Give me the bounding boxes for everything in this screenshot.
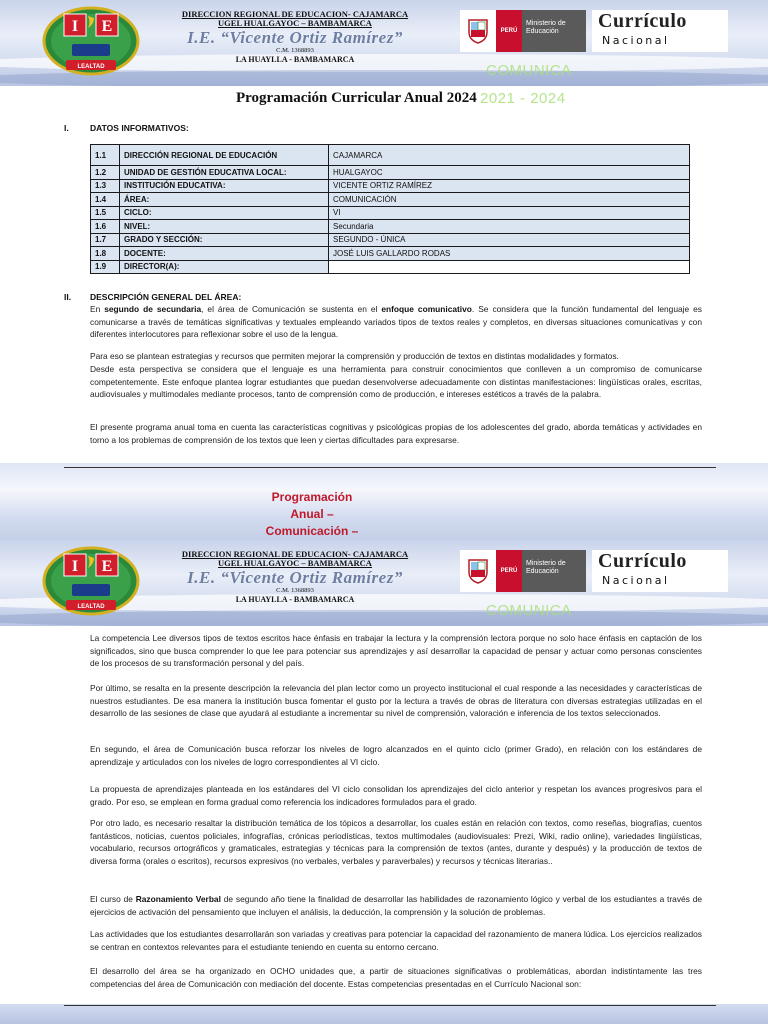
minedu-label: Ministerio de Educación [522, 10, 586, 52]
logo-letter-i: I [71, 558, 79, 575]
table-row [91, 206, 690, 220]
dre-line: DIRECCION REGIONAL DE EDUCACION- CAJAMARCA [181, 9, 409, 19]
row-value: Secundaria [329, 220, 690, 234]
row-number: 1.4 [91, 193, 120, 207]
cm-line: C.M. 1368893 [276, 47, 314, 54]
minedu-label: Ministerio de Educación [522, 550, 586, 592]
document-title: Programación Curricular Anual 2024 [236, 90, 477, 106]
page-divider-line [64, 467, 716, 468]
row-value [329, 260, 690, 274]
row-key: INSTITUCIÓN EDUCATIVA: [120, 179, 329, 193]
paragraph-4: El presente programa anual toma en cuenta las características cognitivas y psicológicas propias de los adolescentes del grado, aborda temáticas y actividades en torno a los problemas de comprensión de los textos que leen y ciertas dificultades para expresarse. [90, 422, 702, 445]
school-name: I.E. “Vicente Ortiz Ramírez” [187, 28, 403, 47]
table-row [91, 166, 690, 180]
row-key: ÁREA: [120, 193, 329, 207]
table-row [91, 145, 690, 166]
banner-line-3: Comunicación – [265, 524, 359, 538]
row-key: GRADO Y SECCIÓN: [120, 233, 329, 247]
page-1 [0, 0, 768, 463]
school-name: I.E. “Vicente Ortiz Ramírez” [187, 568, 403, 587]
page2-paragraph-1: La competencia Lee diversos tipos de textos escritos hace énfasis en trabajar la lectura y la comprensión lectora porque no solo hace énfasis en captación de los significados, sino que busca comprender lo que lee para potenciar sus aprendizajes y así desarrollar la capacidad de pensar y actuar como personas conscientes de los procesos de su transformación personal y del país. [90, 633, 702, 668]
peru-label: PERÚ [496, 10, 522, 52]
ghost-comunica: COMUNICA [486, 62, 572, 79]
school-crest-icon [42, 6, 140, 76]
paragraph-2: Para eso se plantean estrategias y recursos que permiten mejorar la comprensión y producción de textos en distintas modalidades y formatos. [90, 351, 619, 361]
row-number: 1.1 [91, 145, 120, 166]
row-number: 1.5 [91, 206, 120, 220]
row-value: VICENTE ORTIZ RAMÍREZ [329, 179, 690, 193]
school-info-block [160, 550, 430, 604]
curriculo-word: Currículo [598, 10, 687, 32]
logo-letter-e: E [101, 18, 113, 35]
row-value: CAJAMARCA [329, 145, 690, 166]
row-value: SEGUNDO - ÚNICA [329, 233, 690, 247]
table-row [91, 193, 690, 207]
logo-motto: LEALTAD [77, 604, 105, 610]
paragraph-3: Desde esta perspectiva se considera que el lenguaje es una herramienta para construir conocimientos que conlleven a un compromiso de comunicarse competentemente. Este enfoque plantea lograr estudiantes que puedan desenvolverse adecuadamente con distintas manifestaciones: lingüísticas orales, escritas, audiovisuales y multimodales mediante procesos, tanto de comprensión como de producción, e intereses estéticos a través de la palabra. [90, 364, 702, 399]
p1-bold-2: enfoque comunicativo [381, 304, 472, 314]
q6-bold: Razonamiento Verbal [135, 894, 221, 904]
page2-paragraph-5: Por otro lado, es necesario resaltar la distribución temática de los tópicos a desarrollar, los cuales están en relación con textos, como reseñas, biografías, cuentos fantásticos, noticias, cuentos policiales, infografías, crónicas periodísticas, textos multimodales (audiovisuales: Prezi, Wiki, radio online), variedades lingüísticas, vocabulario, recursos ortográficos y gramaticales, estrategias y técnicas para la comprensión de textos (antes, durante y después) y la producción de textos de diversa forma (orales o escritos), recursos expresivos (no verbales, verbales y paraverbales) y recursos y técnicas literarias.. [90, 818, 702, 866]
ghost-year: 2021 - 2024 [480, 90, 566, 107]
page-break-banner [0, 463, 768, 540]
ugel-line: UGEL HUALGAYOC – BAMBAMARCA [218, 558, 372, 568]
curriculo-word: Currículo [598, 550, 687, 572]
row-key: UNIDAD DE GESTIÓN EDUCATIVA LOCAL: [120, 166, 329, 180]
section-2-number: II. [64, 292, 72, 302]
page2-paragraph-2: Por último, se resalta en la presente descripción la relevancia del plan lector como un proyecto institucional el cual responde a las necesidades y características de nuestros estudiantes. De esa manera la institución busca fomentar el gusto por la lectura a través de obras de literatura con diversas estrategias utilizadas en el desarrollo de las sesiones de clase que ayudará al estudiante a incrementar su nivel de comprensión, valoración e inferencia de los textos seleccionados. [90, 683, 702, 718]
row-number: 1.2 [91, 166, 120, 180]
school-info-block [160, 10, 430, 64]
row-key: DIRECCIÓN REGIONAL DE EDUCACIÓN [120, 145, 329, 166]
page-2 [0, 540, 768, 1024]
ugel-line: UGEL HUALGAYOC – BAMBAMARCA [218, 18, 372, 28]
page-header [0, 0, 768, 86]
location-line: LA HUAYLLA - BAMBAMARCA [235, 55, 355, 64]
row-key: NIVEL: [120, 220, 329, 234]
peru-shield-icon [460, 550, 496, 592]
location-line: LA HUAYLLA - BAMBAMARCA [235, 595, 355, 604]
curriculo-logo [592, 10, 728, 52]
banner-line-1: Programación [271, 490, 353, 504]
ghost-comunica: COMUNICA [486, 602, 572, 619]
dre-line: DIRECCION REGIONAL DE EDUCACION- CAJAMARCA [181, 549, 409, 559]
row-number: 1.8 [91, 247, 120, 261]
row-value: HUALGAYOC [329, 166, 690, 180]
row-number: 1.3 [91, 179, 120, 193]
page-header [0, 540, 768, 626]
row-number: 1.7 [91, 233, 120, 247]
school-crest-icon [42, 546, 140, 616]
peru-shield-icon [460, 10, 496, 52]
paragraph-1 [90, 303, 702, 341]
p1-bold-1: segundo de secundaria [104, 304, 202, 314]
page2-paragraph-3: En segundo, el área de Comunicación busca reforzar los niveles de logro alcanzados en el quinto ciclo (primer Grado), en relación con los estándares de aprendizaje y articulados con los niveles de logro correspondientes al VI ciclo. [90, 744, 702, 767]
cm-line: C.M. 1368893 [276, 587, 314, 594]
footer-band [0, 1004, 768, 1024]
row-number: 1.9 [91, 260, 120, 274]
table-row [91, 260, 690, 274]
minedu-logo [460, 550, 586, 592]
row-value: VI [329, 206, 690, 220]
page2-paragraph-6 [90, 893, 702, 918]
table-row [91, 233, 690, 247]
row-key: DOCENTE: [120, 247, 329, 261]
banner-line-2: Anual – [290, 507, 334, 521]
table-row [91, 247, 690, 261]
p1-d: . Se considera que la función fundamental del lenguaje es comunicarse a través de temáticas significativas y textuales empleando variados tipos de textos reales y completos, en diversas situaciones comunicativas y con diferentes interlocutores para reflexionar sobre el uso de la lengua. [90, 304, 702, 339]
datos-informativos-table [90, 144, 690, 274]
peru-label: PERÚ [496, 550, 522, 592]
logo-letter-e: E [101, 558, 113, 575]
row-number: 1.6 [91, 220, 120, 234]
footer-line [64, 1005, 716, 1006]
row-key: CICLO: [120, 206, 329, 220]
curriculo-logo [592, 550, 728, 592]
section-1-label: DATOS INFORMATIVOS: [90, 123, 189, 133]
page2-paragraph-4: La propuesta de aprendizajes planteada en los estándares del VI ciclo consolidan los aprendizajes del ciclo anterior y respetan los avances progresivos para el grado. Por eso, se emplean en forma gradual como referencia los indicadores formulados para el grado. [90, 784, 702, 807]
page2-paragraph-7: Las actividades que los estudiantes desarrollarán son variadas y creativas para potenciar la capacidad del razonamiento de manera lúdica. Los ejercicios realizados se centran en contextos relevantes para el estudiante teniendo en cuenta su entorno cercano. [90, 929, 702, 952]
p1-a: En [90, 304, 105, 314]
p1-c: , el área de Comunicación se sustenta en el [201, 304, 382, 314]
banner-text [262, 489, 362, 540]
row-value: JOSÉ LUIS GALLARDO RODAS [329, 247, 690, 261]
section-2-label: DESCRIPCIÓN GENERAL DEL ÁREA: [90, 292, 242, 302]
logo-letter-i: I [71, 18, 79, 35]
nacional-word: Nacional [602, 574, 670, 587]
row-value: COMUNICACIÓN [329, 193, 690, 207]
logo-motto: LEALTAD [77, 64, 105, 70]
minedu-logo [460, 10, 586, 52]
row-key: DIRECTOR(A): [120, 260, 329, 274]
table-row [91, 220, 690, 234]
page2-paragraph-8: El desarrollo del área se ha organizado en OCHO unidades que, a partir de situaciones significativas o problemáticas, abordan indistintamente las tres competencias del área de Comunicación con mediación del docente. Estas competencias presentadas en el Currículo Nacional son: [90, 966, 702, 989]
q6-c: de segundo año tiene la finalidad de desarrollar las habilidades de razonamiento lógico y verbal de los estudiantes a través de ejercicios de activación del pensamiento que incluyen el análisis, la deducción, la comprensión y la solución de problemas. [90, 894, 703, 917]
nacional-word: Nacional [602, 34, 670, 47]
table-row [91, 179, 690, 193]
section-1-number: I. [64, 123, 69, 133]
q6-a: El curso de [90, 894, 136, 904]
